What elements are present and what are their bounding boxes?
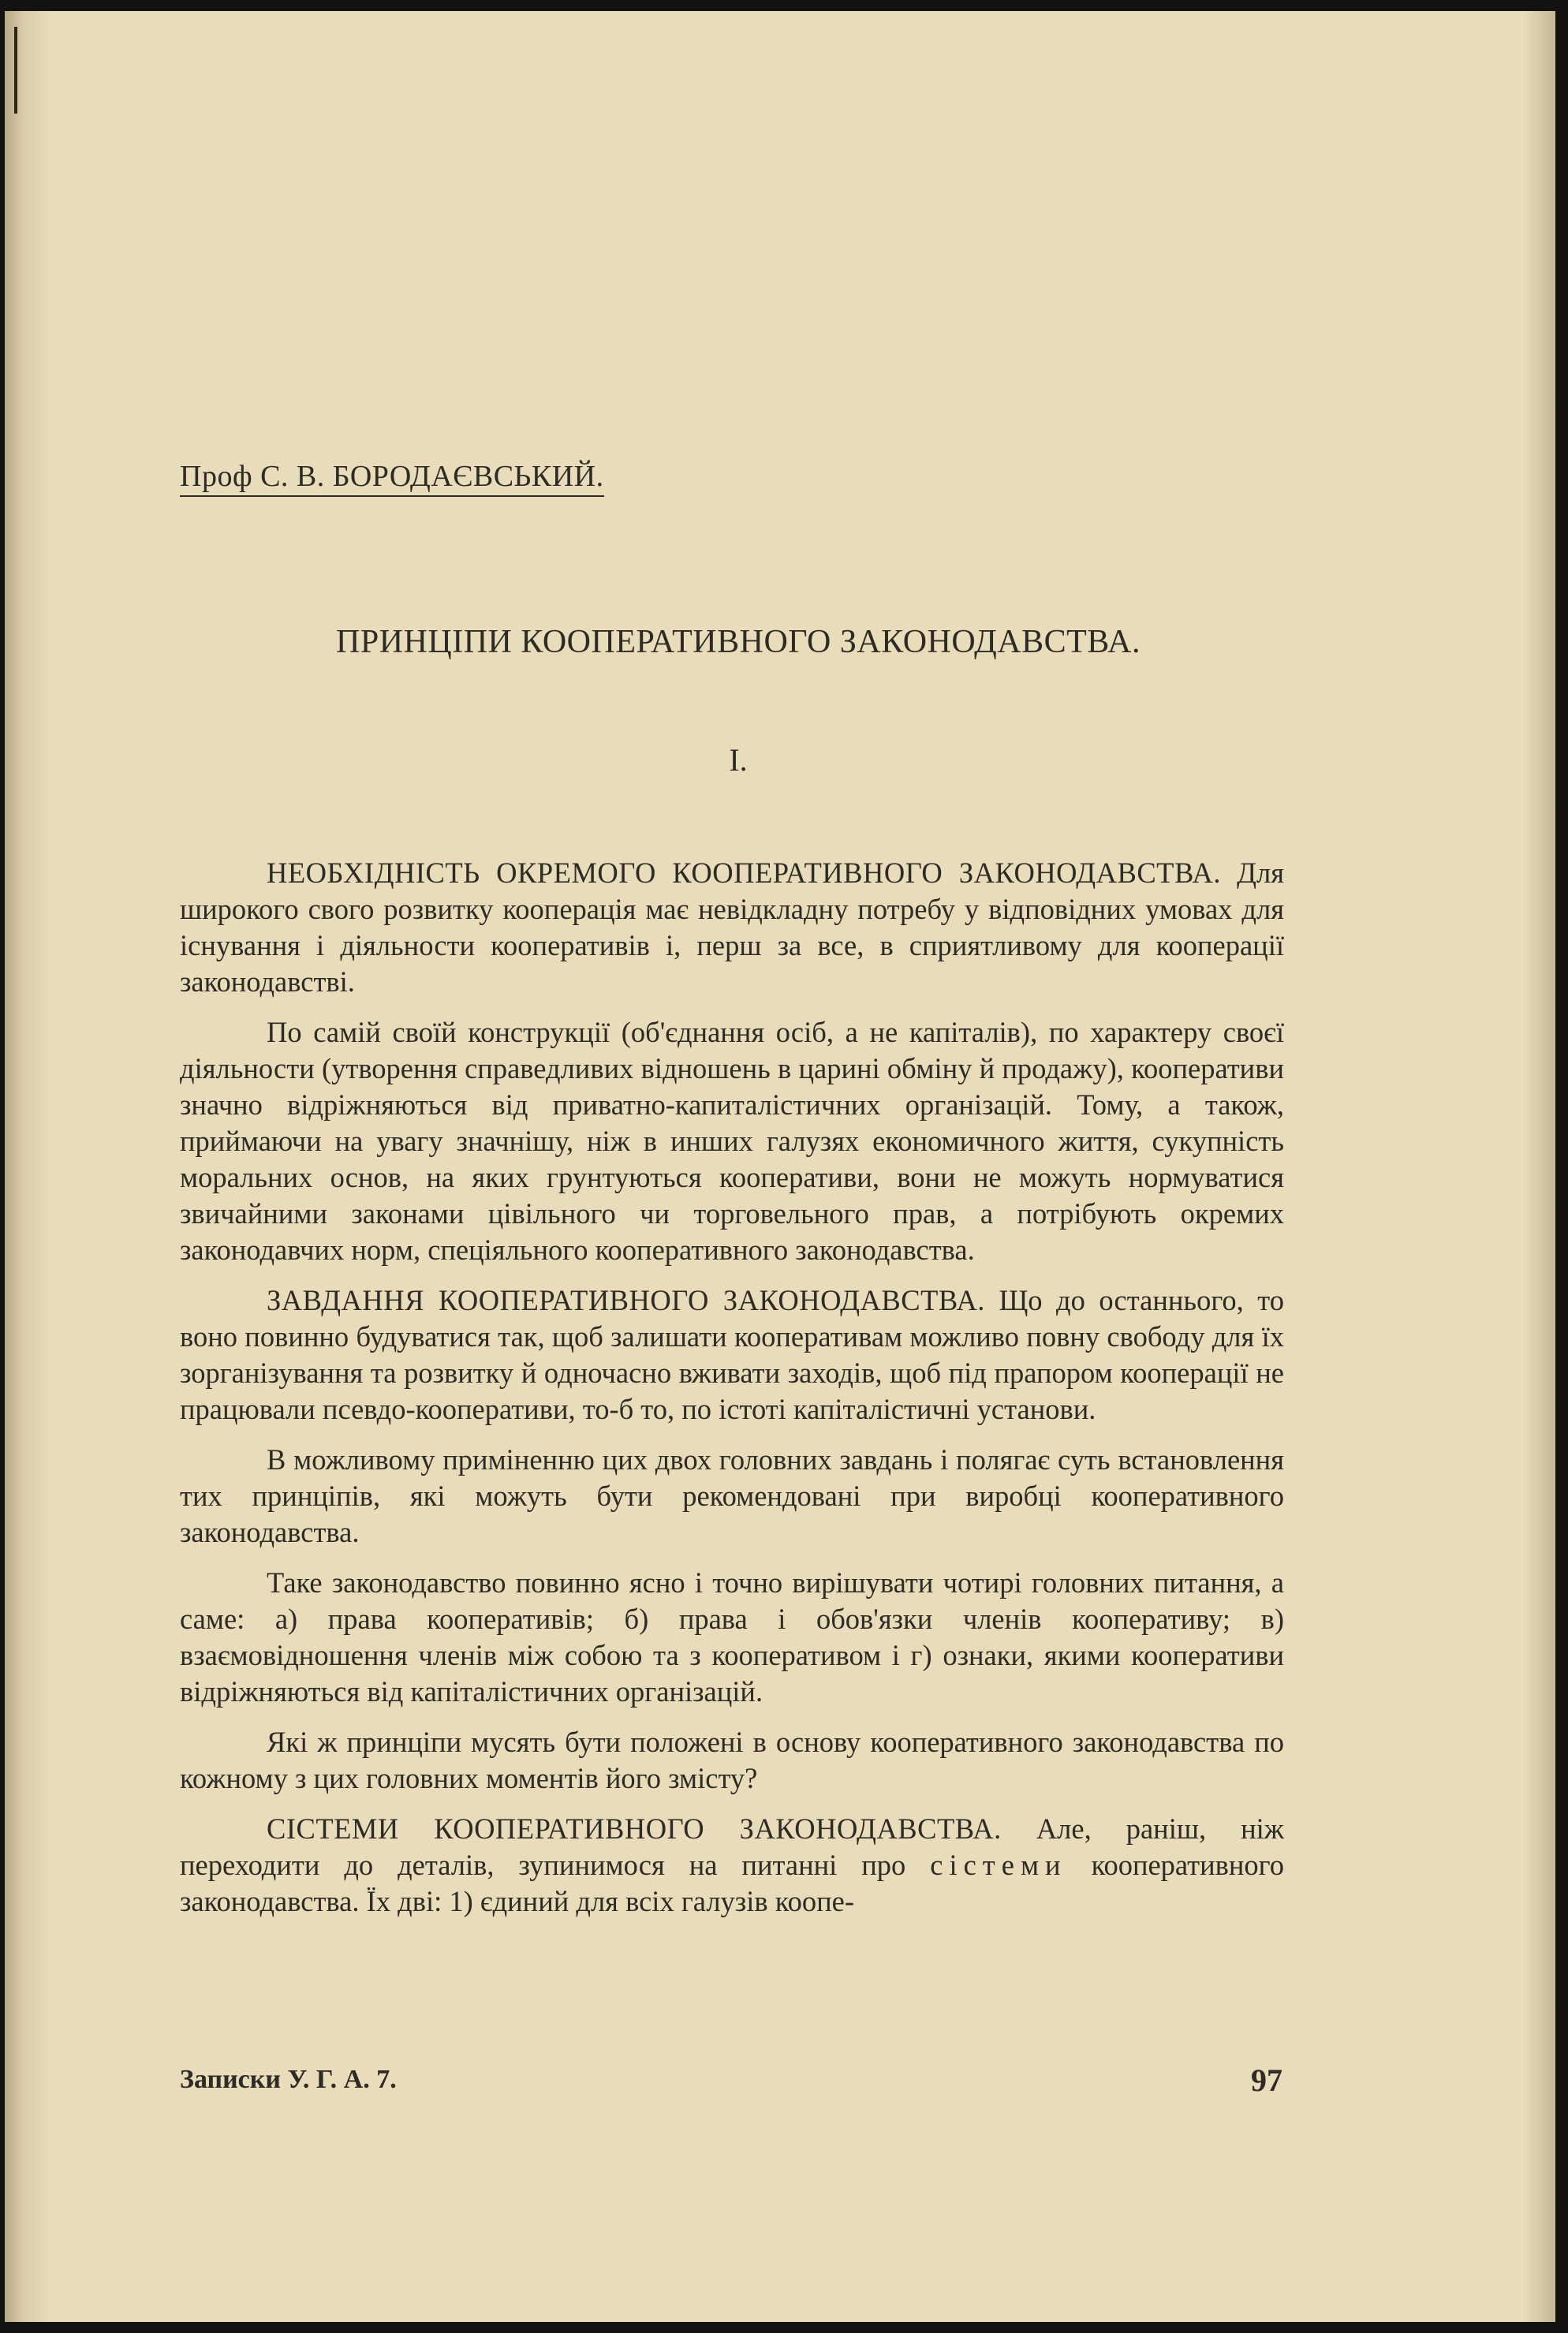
author-line: Проф С. В. БОРОДАЄВСЬКИЙ. xyxy=(180,459,604,497)
paragraph-4 xyxy=(180,1442,1284,1551)
paragraph-5 xyxy=(180,1565,1284,1710)
paragraph-text: Для широкого свого розвитку кооперація має невідкладну потребу у відповідних умовах для існування і діяльности кооперативів і, перш за все, в сприятливому для кооперації законодавстві. xyxy=(180,857,1284,998)
section-number: I. xyxy=(729,742,748,778)
paragraph-6 xyxy=(180,1724,1284,1797)
paragraph-2 xyxy=(180,1014,1284,1268)
article-body xyxy=(180,855,1284,1934)
emphasized-word: сістеми xyxy=(930,1849,1067,1881)
page-number: 97 xyxy=(1251,2062,1282,2098)
paragraph-text: Які ж принціпи мусять бути положені в основу кооперативного законодавства по кожному з цих головних моментів його змісту? xyxy=(180,1726,1284,1794)
paragraph-text: Але, раніш, ніж переходити до деталів, зупинимося на питанні про xyxy=(180,1812,1285,1881)
paragraph-text: Що до останнього, то воно повинно будуватися так, щоб залишати кооперативам можливо повну свободу для їх зорганізування та розвитку й одночасно вживати заходів, щоб під прапором кооперації не працювали псевдо-кооперативи, то-б то, по істоті капіталістичні установи. xyxy=(180,1284,1284,1425)
paragraph-text: Таке законодавство повинно ясно і точно вирішувати чотирі головних питання, а саме: а) права кооперативів; б) права і обов'язки членів кооперативу; в) взаємовідношення членів між собою та з кооперативом і г) ознаки, якими кооперативи відріжняються від капіталістичних організацій. xyxy=(180,1566,1284,1708)
paragraph-text: В можливому приміненню цих двох головних завдань і полягає суть встановлення тих принціпів, які можуть бути рекомендовані при виробці кооперативного законодавства. xyxy=(180,1443,1284,1548)
paragraph-heading: ЗАВДАННЯ КООПЕРАТИВНОГО ЗАКОНОДАВСТВА. xyxy=(267,1284,985,1316)
article-title: ПРИНЦІПИ КООПЕРАТИВНОГО ЗАКОНОДАВСТВА. xyxy=(336,624,1141,660)
paragraph-7 xyxy=(180,1811,1284,1920)
binding-edge xyxy=(14,27,17,114)
paragraph-text: По самій своїй конструкції (об'єднання осіб, а не капіталів), по характеру своєї діяльности (утворення справедливих відношень в царині обміну й продажу), кооперативи значно відріжняються від приватно-капиталістичних організацій. Тому, а також, приймаючи на увагу значнішу, ніж в инших галузях економичного життя, сукупність моральних основ, на яких грунтуються кооперативи, вони не можуть нормуватися звичайними законами цівільного чи торговельного прав, а потрібують окремих законодавчих норм, спеціяльного кооперативного законодавства. xyxy=(180,1016,1284,1266)
footer-journal: Записки У. Г. А. 7. xyxy=(180,2065,397,2094)
paragraph-3 xyxy=(180,1282,1284,1428)
scanned-page xyxy=(5,11,1555,2322)
paragraph-text: кооперативного законодавства. Їх дві: 1) єдиний для всіх галузів коопе- xyxy=(180,1849,1284,1917)
paragraph-heading: СІСТЕМИ КООПЕРАТИВНОГО ЗАКОНОДАВСТВА. xyxy=(267,1812,1002,1845)
paragraph-heading: НЕОБХІДНІСТЬ ОКРЕМОГО КООПЕРАТИВНОГО ЗАКОНОДАВСТВА. xyxy=(267,857,1221,889)
paragraph-1 xyxy=(180,855,1284,1000)
